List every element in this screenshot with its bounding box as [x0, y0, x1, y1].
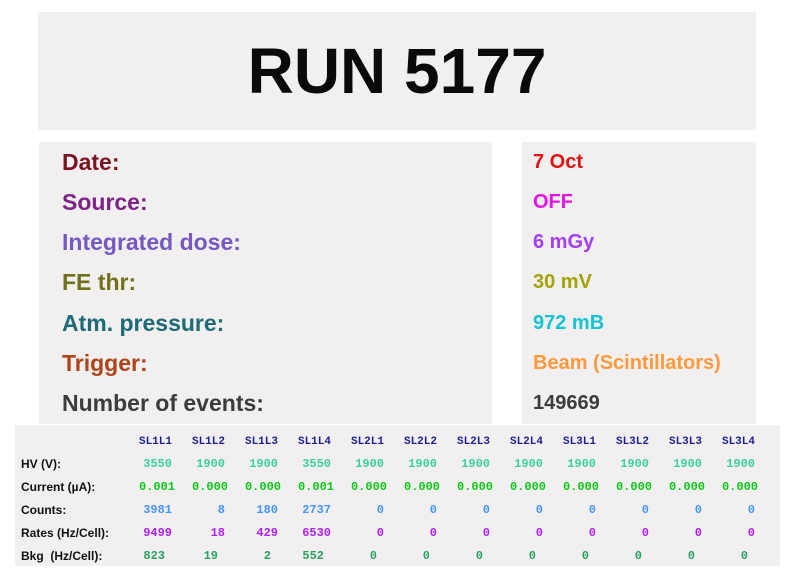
info-value-date: 7 Oct	[533, 150, 584, 173]
cell-counts-sl2l4: 0	[535, 502, 543, 517]
cell-rates-sl3l3: 0	[694, 525, 702, 540]
cell-counts-sl3l2: 0	[641, 502, 649, 517]
cell-hv-sl3l4: 1900	[726, 456, 755, 471]
table-row-rates	[21, 521, 760, 544]
column-header-sl2l4: SL2L4	[509, 436, 543, 448]
column-header-sl2l2: SL2L2	[403, 436, 437, 448]
info-row-integrated-dose	[39, 223, 492, 263]
info-row-atm-pressure	[39, 303, 492, 343]
row-label-current: Current (µA):	[21, 479, 96, 494]
cell-hv-sl2l2: 1900	[408, 456, 437, 471]
info-value-row-trigger	[522, 343, 756, 383]
run-title-panel	[38, 12, 756, 130]
cell-counts-sl3l1: 0	[588, 502, 596, 517]
cell-rates-sl1l3: 429	[256, 525, 278, 540]
cell-bkg-sl2l4: 0	[528, 548, 536, 563]
column-header-sl3l3: SL3L3	[668, 436, 702, 448]
row-label-rates: Rates (Hz/Cell):	[21, 525, 110, 540]
cell-rates-sl1l2: 18	[210, 525, 225, 540]
cell-bkg-sl3l1: 0	[581, 548, 589, 563]
cell-bkg-sl1l4: 552	[302, 548, 324, 563]
info-label-atm-pressure: Atm. pressure:	[62, 309, 225, 336]
cell-hv-sl2l3: 1900	[461, 456, 490, 471]
cell-bkg-sl3l2: 0	[634, 548, 642, 563]
cell-bkg-sl2l2: 0	[422, 548, 430, 563]
cell-bkg-sl2l3: 0	[475, 548, 483, 563]
cell-hv-sl1l1: 3550	[143, 456, 172, 471]
column-header-sl1l3: SL1L3	[244, 436, 278, 448]
info-row-date	[39, 142, 492, 182]
info-value-row-integrated-dose	[522, 223, 756, 263]
info-label-trigger: Trigger:	[62, 349, 148, 376]
info-value-panel	[522, 142, 756, 424]
cell-current-sl3l1: 0.000	[562, 479, 599, 494]
column-header-sl3l2: SL3L2	[615, 436, 649, 448]
row-label-bkg: Bkg (Hz/Cell):	[21, 548, 103, 563]
cell-counts-sl1l1: 3981	[143, 502, 172, 517]
cell-rates-sl3l1: 0	[588, 525, 596, 540]
info-row-number-of-events	[39, 384, 492, 424]
cell-counts-sl1l2: 8	[217, 502, 225, 517]
channel-table-header-row	[21, 432, 760, 452]
row-label-hv: HV (V):	[21, 456, 61, 471]
cell-counts-sl1l4: 2737	[302, 502, 331, 517]
cell-rates-sl3l2: 0	[641, 525, 649, 540]
info-value-source: OFF	[533, 190, 573, 213]
cell-counts-sl2l2: 0	[429, 502, 437, 517]
cell-rates-sl3l4: 0	[747, 525, 755, 540]
info-row-trigger	[39, 343, 492, 383]
info-label-fe-thr: FE thr:	[62, 269, 137, 296]
cell-current-sl1l4: 0.001	[297, 479, 334, 494]
cell-hv-sl3l3: 1900	[673, 456, 702, 471]
cell-counts-sl2l1: 0	[376, 502, 384, 517]
column-header-sl1l1: SL1L1	[138, 436, 172, 448]
cell-hv-sl1l2: 1900	[196, 456, 225, 471]
info-row-source	[39, 182, 492, 222]
cell-current-sl2l3: 0.000	[456, 479, 493, 494]
table-row-bkg	[21, 544, 760, 567]
cell-current-sl2l1: 0.000	[350, 479, 387, 494]
channel-table-panel	[15, 425, 780, 566]
cell-hv-sl1l4: 3550	[302, 456, 331, 471]
info-label-integrated-dose: Integrated dose:	[62, 229, 241, 256]
cell-hv-sl2l4: 1900	[514, 456, 543, 471]
info-label-source: Source:	[62, 188, 148, 215]
cell-hv-sl3l1: 1900	[567, 456, 596, 471]
cell-hv-sl3l2: 1900	[620, 456, 649, 471]
row-label-counts: Counts:	[21, 502, 67, 517]
cell-counts-sl3l4: 0	[747, 502, 755, 517]
cell-bkg-sl3l3: 0	[687, 548, 695, 563]
cell-current-sl3l3: 0.000	[668, 479, 705, 494]
cell-rates-sl1l1: 9499	[143, 525, 172, 540]
cell-current-sl1l3: 0.000	[244, 479, 281, 494]
cell-current-sl1l2: 0.000	[191, 479, 228, 494]
info-label-number-of-events: Number of events:	[62, 390, 264, 417]
info-value-row-number-of-events	[522, 384, 756, 424]
info-value-row-source	[522, 182, 756, 222]
info-value-fe-thr: 30 mV	[533, 271, 592, 294]
cell-bkg-sl1l1: 823	[143, 548, 165, 563]
cell-current-sl3l4: 0.000	[721, 479, 758, 494]
header-spacer	[21, 432, 124, 452]
cell-current-sl2l4: 0.000	[509, 479, 546, 494]
info-value-row-atm-pressure	[522, 303, 756, 343]
cell-hv-sl2l1: 1900	[355, 456, 384, 471]
cell-counts-sl3l3: 0	[694, 502, 702, 517]
table-row-counts	[21, 498, 760, 521]
run-title: RUN 5177	[247, 35, 547, 107]
cell-current-sl2l2: 0.000	[403, 479, 440, 494]
cell-counts-sl2l3: 0	[482, 502, 490, 517]
cell-current-sl3l2: 0.000	[615, 479, 652, 494]
cell-rates-sl2l3: 0	[482, 525, 490, 540]
cell-counts-sl1l3: 180	[256, 502, 278, 517]
info-value-trigger: Beam (Scintillators)	[533, 351, 721, 374]
info-row-fe-thr	[39, 263, 492, 303]
info-value-integrated-dose: 6 mGy	[533, 231, 595, 254]
column-header-sl2l1: SL2L1	[350, 436, 384, 448]
info-value-row-date	[522, 142, 756, 182]
column-header-sl2l3: SL2L3	[456, 436, 490, 448]
column-header-sl3l4: SL3L4	[721, 436, 755, 448]
cell-bkg-sl1l3: 2	[263, 548, 271, 563]
cell-bkg-sl3l4: 0	[740, 548, 748, 563]
info-value-row-fe-thr	[522, 263, 756, 303]
table-row-current	[21, 475, 760, 498]
cell-rates-sl1l4: 6530	[302, 525, 331, 540]
table-row-hv	[21, 452, 760, 475]
cell-bkg-sl1l2: 19	[203, 548, 218, 563]
cell-current-sl1l1: 0.001	[138, 479, 175, 494]
cell-bkg-sl2l1: 0	[369, 548, 377, 563]
column-header-sl3l1: SL3L1	[562, 436, 596, 448]
info-label-date: Date:	[62, 148, 120, 175]
cell-rates-sl2l1: 0	[376, 525, 384, 540]
info-label-panel	[39, 142, 492, 424]
column-header-sl1l4: SL1L4	[297, 436, 331, 448]
channel-table	[21, 432, 760, 567]
info-value-number-of-events: 149669	[533, 392, 600, 415]
cell-hv-sl1l3: 1900	[249, 456, 278, 471]
cell-rates-sl2l2: 0	[429, 525, 437, 540]
cell-rates-sl2l4: 0	[535, 525, 543, 540]
column-header-sl1l2: SL1L2	[191, 436, 225, 448]
info-value-atm-pressure: 972 mB	[533, 311, 605, 334]
